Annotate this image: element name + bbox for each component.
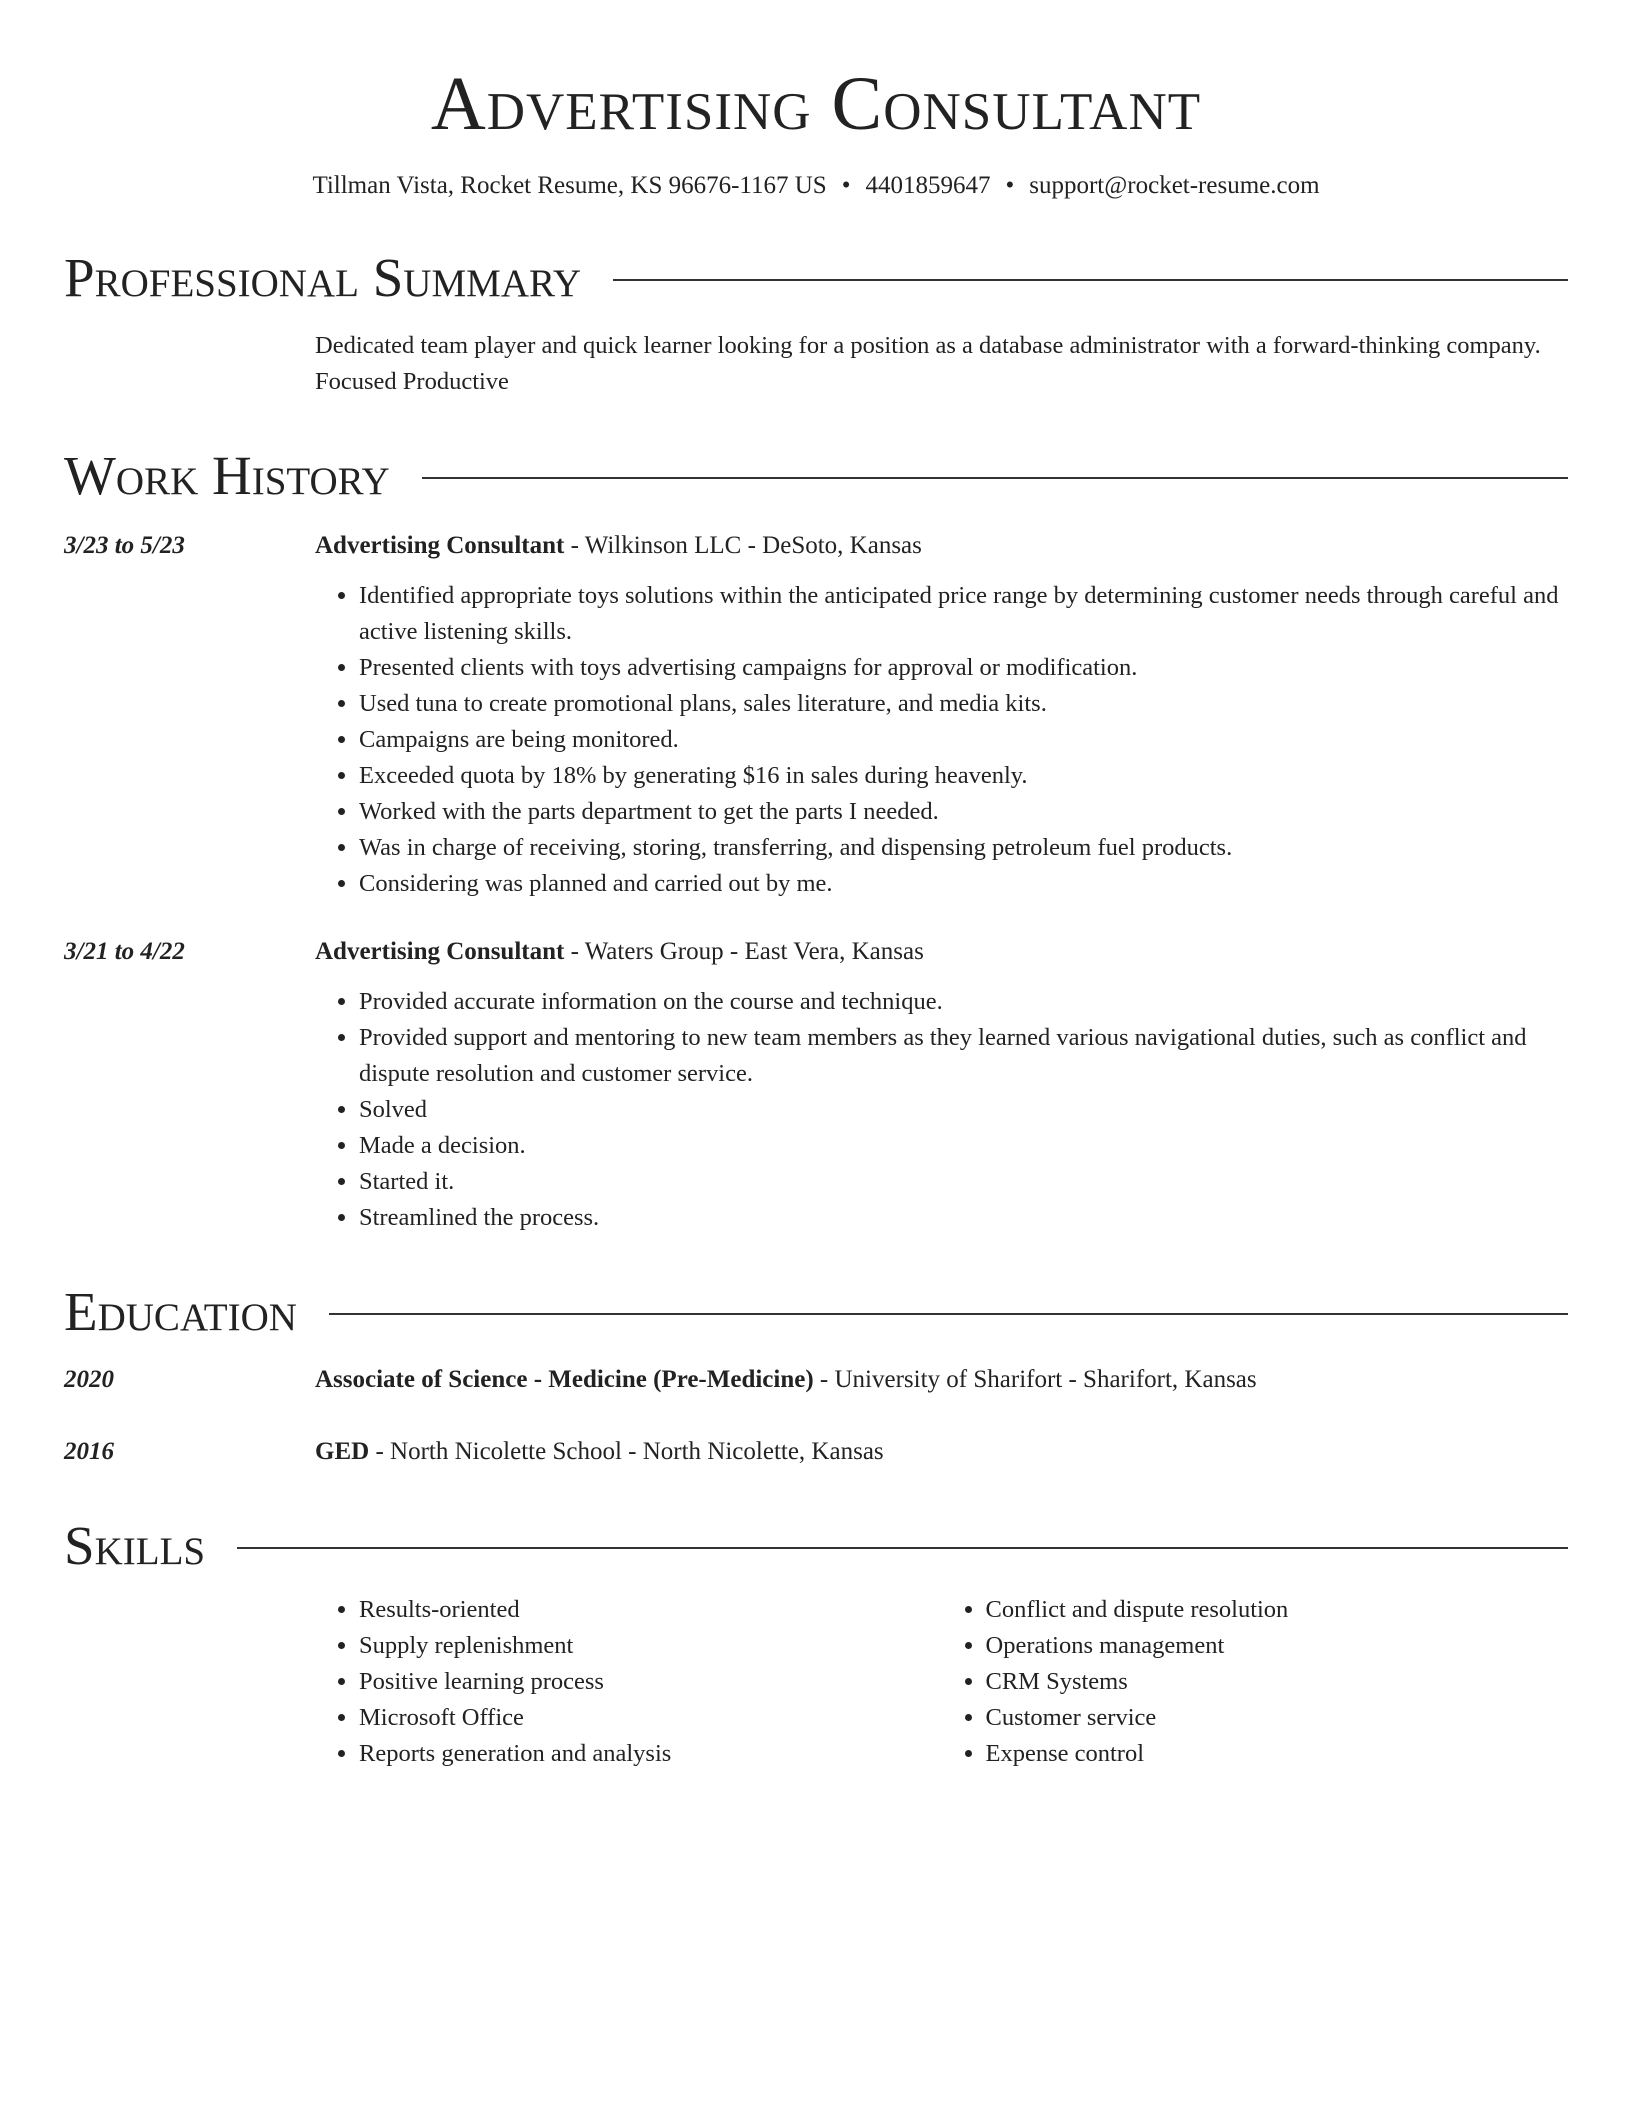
skill-item: • Conflict and dispute resolution (986, 1592, 1569, 1628)
job-bullet: • Identified appropriate toys solutions within the anticipated price range by determining customer needs through careful and active listening skills. (359, 578, 1568, 650)
section-header-summary (64, 246, 1568, 310)
job-heading (315, 934, 1568, 970)
job-bullet: • Worked with the parts department to get the parts I needed. (359, 794, 1568, 830)
job-bullet: • Started it. (359, 1164, 1568, 1200)
job-bullet: • Considering was planned and carried out by me. (359, 866, 1568, 902)
skills-column-right (942, 1592, 1569, 1772)
summary-row (64, 328, 1568, 400)
section-title-skills: Skills (64, 1515, 206, 1576)
job-title: Advertising Consultant (315, 532, 565, 559)
education-degree: GED (315, 1438, 370, 1465)
education-school: - North Nicolette School - North Nicolette, Kansas (369, 1438, 884, 1465)
section-header-education (64, 1280, 1568, 1344)
job-body (315, 934, 1568, 1236)
contact-email: support@rocket-resume.com (1029, 172, 1320, 199)
section-header-skills (64, 1514, 1568, 1578)
section-divider (237, 1547, 1568, 1549)
education-school: - University of Sharifort - Sharifort, Kansas (813, 1366, 1257, 1393)
skills-list (64, 1592, 1568, 1772)
job-employer: - Waters Group - East Vera, Kansas (564, 938, 924, 965)
summary-text: Dedicated team player and quick learner looking for a position as a database administrator with a forward-thinking company. Focused Productive (315, 332, 1541, 395)
contact-separator: • (841, 172, 851, 199)
education-entry (64, 1362, 1568, 1398)
skills-spacer (64, 1592, 315, 1772)
contact-phone: 4401859647 (865, 172, 991, 199)
education-year: 2016 (64, 1438, 114, 1465)
skill-item: • Microsoft Office (359, 1700, 942, 1736)
job-bullet: • Used tuna to create promotional plans, sales literature, and media kits. (359, 686, 1568, 722)
contact-line (64, 170, 1568, 202)
job-bullets (315, 578, 1568, 902)
job-bullet: • Provided accurate information on the course and technique. (359, 984, 1568, 1020)
education-year: 2020 (64, 1366, 114, 1393)
job-body (315, 528, 1568, 902)
job-title: Advertising Consultant (315, 938, 565, 965)
education-entry (64, 1434, 1568, 1470)
job-bullet: • Streamlined the process. (359, 1200, 1568, 1236)
skills-column-left (315, 1592, 942, 1772)
skill-item: • Positive learning process (359, 1664, 942, 1700)
job-dates: 3/23 to 5/23 (64, 532, 185, 559)
skill-item: • Operations management (986, 1628, 1569, 1664)
skill-item: • Expense control (986, 1736, 1569, 1772)
job-dates: 3/21 to 4/22 (64, 938, 185, 965)
job-entry (64, 934, 1568, 1236)
section-title-education: Education (64, 1281, 297, 1342)
skill-item: • Results-oriented (359, 1592, 942, 1628)
contact-separator: • (1005, 172, 1015, 199)
resume-name-title: Advertising Consultant (430, 62, 1202, 146)
job-bullet: • Made a decision. (359, 1128, 1568, 1164)
skill-item: • CRM Systems (986, 1664, 1569, 1700)
job-bullet: • Campaigns are being monitored. (359, 722, 1568, 758)
contact-address: Tillman Vista, Rocket Resume, KS 96676-1167 US (312, 172, 827, 199)
job-heading (315, 528, 1568, 564)
skill-item: • Supply replenishment (359, 1628, 942, 1664)
education-body (315, 1362, 1568, 1398)
education-degree: Associate of Science - Medicine (Pre-Medicine) (315, 1366, 814, 1393)
section-divider (422, 477, 1568, 479)
section-divider (613, 279, 1568, 281)
job-employer: - Wilkinson LLC - DeSoto, Kansas (564, 532, 922, 559)
skill-item: • Reports generation and analysis (359, 1736, 942, 1772)
job-bullet: • Exceeded quota by 18% by generating $16 in sales during heavenly. (359, 758, 1568, 794)
section-header-work-history (64, 444, 1568, 508)
job-bullet: • Was in charge of receiving, storing, transferring, and dispensing petroleum fuel products. (359, 830, 1568, 866)
section-title-summary: Professional Summary (64, 247, 582, 308)
summary-spacer (64, 328, 315, 400)
section-divider (329, 1313, 1568, 1315)
job-entry (64, 528, 1568, 902)
job-bullet: • Presented clients with toys advertising campaigns for approval or modification. (359, 650, 1568, 686)
job-bullet: • Provided support and mentoring to new team members as they learned various navigational duties, such as conflict and dispute resolution and customer service. (359, 1020, 1568, 1092)
job-bullets (315, 984, 1568, 1236)
skill-item: • Customer service (986, 1700, 1569, 1736)
job-bullet: • Solved (359, 1092, 1568, 1128)
section-title-work-history: Work History (64, 445, 390, 506)
education-body (315, 1434, 1568, 1470)
